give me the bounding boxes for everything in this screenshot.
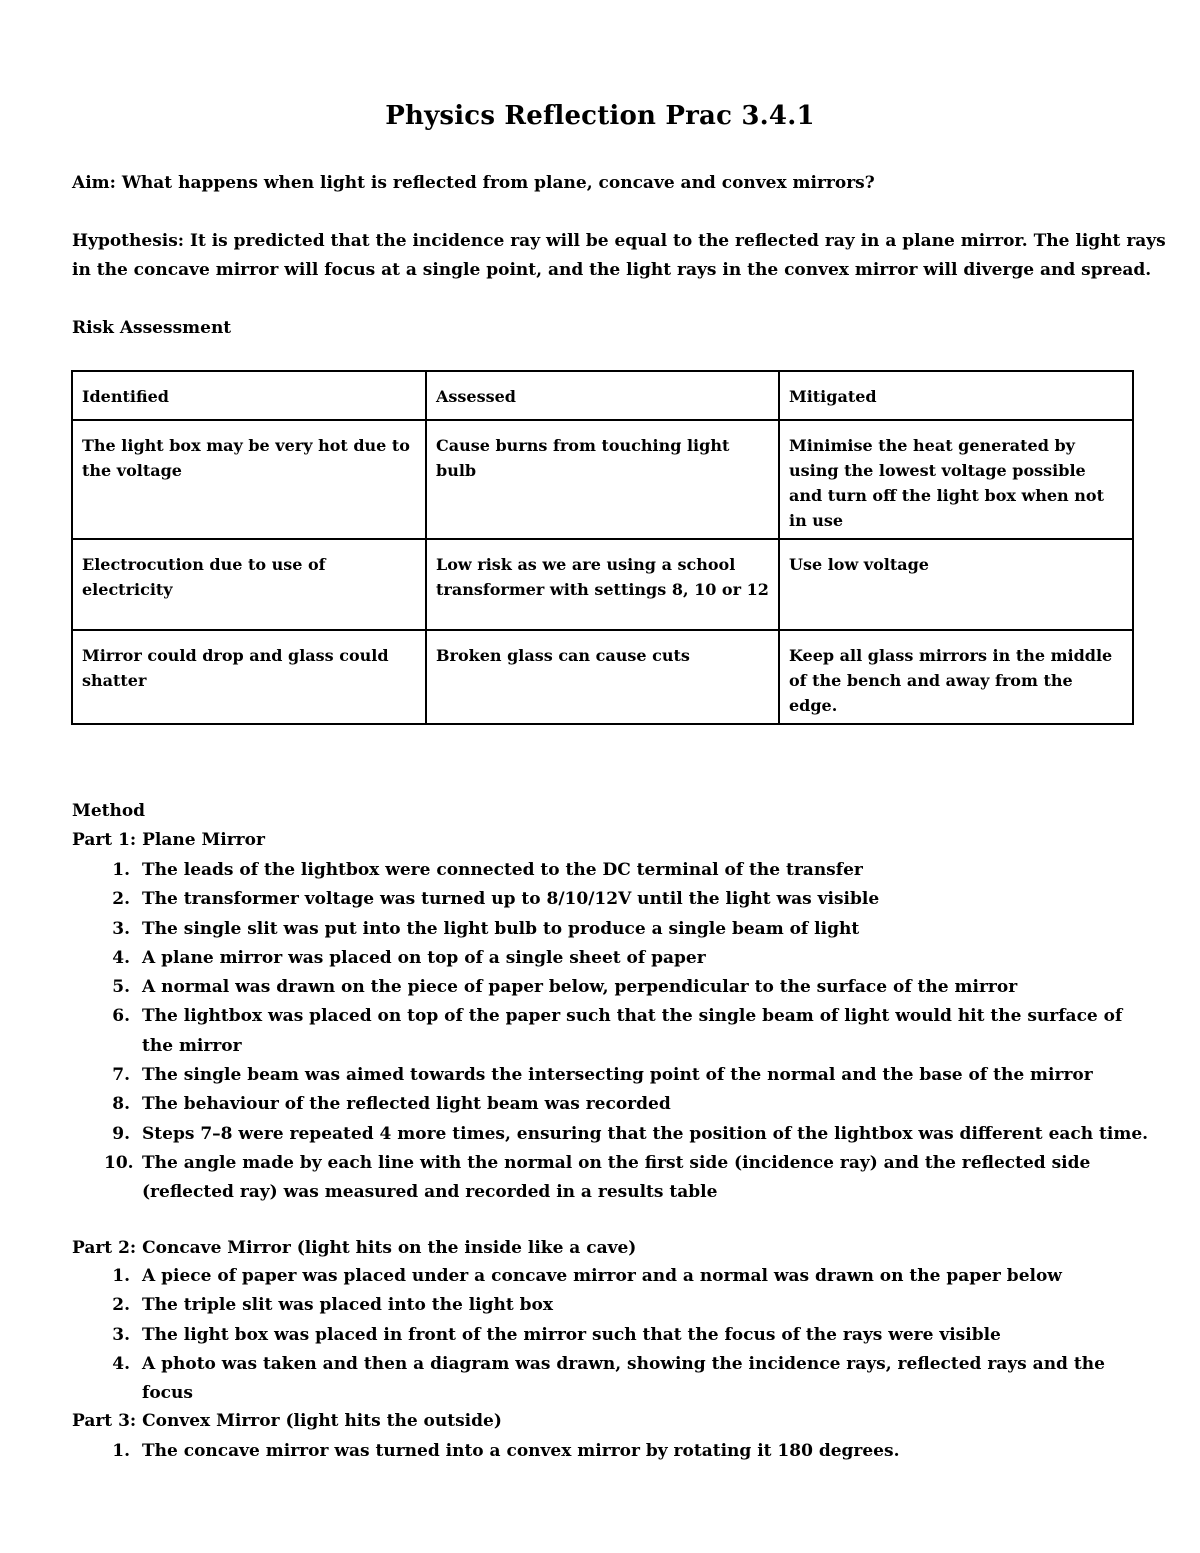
list-item: 2. The transformer voltage was turned up to 8/10/12V until the light was visible bbox=[112, 889, 880, 910]
table-cell: Keep all glass mirrors in the middle of the bench and away from the edge. bbox=[779, 630, 1133, 724]
table-row bbox=[72, 420, 1133, 539]
list-item: 3. The single slit was put into the light bulb to produce a single beam of light bbox=[112, 918, 860, 939]
risk-assessment-table bbox=[71, 370, 1134, 725]
aim-text: What happens when light is reflected from plane, concave and convex mirrors? bbox=[121, 173, 875, 193]
list-item: 1. The concave mirror was turned into a convex mirror by rotating it 180 degrees. bbox=[112, 1441, 900, 1461]
hypothesis-line-2: in the concave mirror will focus at a single point, and the light rays in the convex mirror will diverge and spread. bbox=[72, 260, 1152, 280]
part3-steps bbox=[72, 1437, 1152, 1466]
hypothesis-text-1: It is predicted that the incidence ray will be equal to the reflected ray in a plane mirror. The light rays bbox=[190, 231, 1166, 251]
aim-label: Aim: bbox=[72, 173, 116, 193]
table-cell: Low risk as we are using a school transformer with settings 8, 10 or 12 bbox=[426, 539, 779, 630]
header-assessed: Assessed bbox=[426, 371, 779, 420]
list-item: 8. The behaviour of the reflected light beam was recorded bbox=[112, 1094, 671, 1115]
hypothesis-label: Hypothesis: bbox=[72, 231, 185, 251]
table-cell: Use low voltage bbox=[779, 539, 1133, 630]
list-item: 1. The leads of the lightbox were connected to the DC terminal of the transfer bbox=[112, 860, 863, 880]
table-cell: Broken glass can cause cuts bbox=[426, 630, 779, 724]
list-item: 7. The single beam was aimed towards the intersecting point of the normal and the base of the mirror bbox=[112, 1065, 1093, 1086]
risk-assessment-heading: Risk Assessment bbox=[72, 318, 232, 338]
list-item: 4. A photo was taken and then a diagram was drawn, showing the incidence rays, reflected rays and the focus bbox=[112, 1353, 1105, 1404]
table-row bbox=[72, 630, 1133, 724]
list-item: 1. A piece of paper was placed under a concave mirror and a normal was drawn on the paper below bbox=[112, 1266, 1062, 1286]
part1-steps bbox=[72, 856, 1152, 1208]
part3-title: Part 3: Convex Mirror (light hits the outside) bbox=[72, 1411, 502, 1431]
table-cell: Cause burns from touching light bulb bbox=[426, 420, 779, 539]
header-mitigated: Mitigated bbox=[779, 371, 1133, 420]
list-item: 10. The angle made by each line with the normal on the first side (incidence ray) and the reflected side (reflected ray) was measured and recorded in a results table bbox=[104, 1152, 1091, 1203]
list-item: 9. Steps 7–8 were repeated 4 more times, ensuring that the position of the lightbox was different each time. bbox=[112, 1123, 1149, 1144]
hypothesis-line-1 bbox=[72, 227, 1166, 256]
header-identified: Identified bbox=[72, 371, 426, 420]
table-row bbox=[72, 539, 1133, 630]
table-header-row bbox=[72, 371, 1133, 420]
table-cell: Electrocution due to use of electricity bbox=[72, 539, 426, 630]
list-item: 6. The lightbox was placed on top of the paper such that the single beam of light would hit the surface of the mirror bbox=[112, 1006, 1123, 1056]
list-item: 3. The light box was placed in front of the mirror such that the focus of the rays were visible bbox=[112, 1324, 1001, 1345]
table-cell: Mirror could drop and glass could shatter bbox=[72, 630, 426, 724]
part2-title: Part 2: Concave Mirror (light hits on the inside like a cave) bbox=[72, 1238, 637, 1258]
part1-title: Part 1: Plane Mirror bbox=[72, 830, 265, 850]
list-item: 2. The triple slit was placed into the light box bbox=[112, 1295, 553, 1316]
page-title: Physics Reflection Prac 3.4.1 bbox=[385, 101, 815, 131]
table-cell: Minimise the heat generated by using the lowest voltage possible and turn off the light box when not in use bbox=[779, 420, 1133, 539]
part2-steps bbox=[72, 1262, 1152, 1408]
list-item: 4. A plane mirror was placed on top of a single sheet of paper bbox=[112, 947, 706, 968]
aim-line bbox=[72, 169, 875, 198]
method-heading: Method bbox=[72, 801, 146, 821]
list-item: 5. A normal was drawn on the piece of paper below, perpendicular to the surface of the mirror bbox=[112, 977, 1018, 998]
table-cell: The light box may be very hot due to the voltage bbox=[72, 420, 426, 539]
